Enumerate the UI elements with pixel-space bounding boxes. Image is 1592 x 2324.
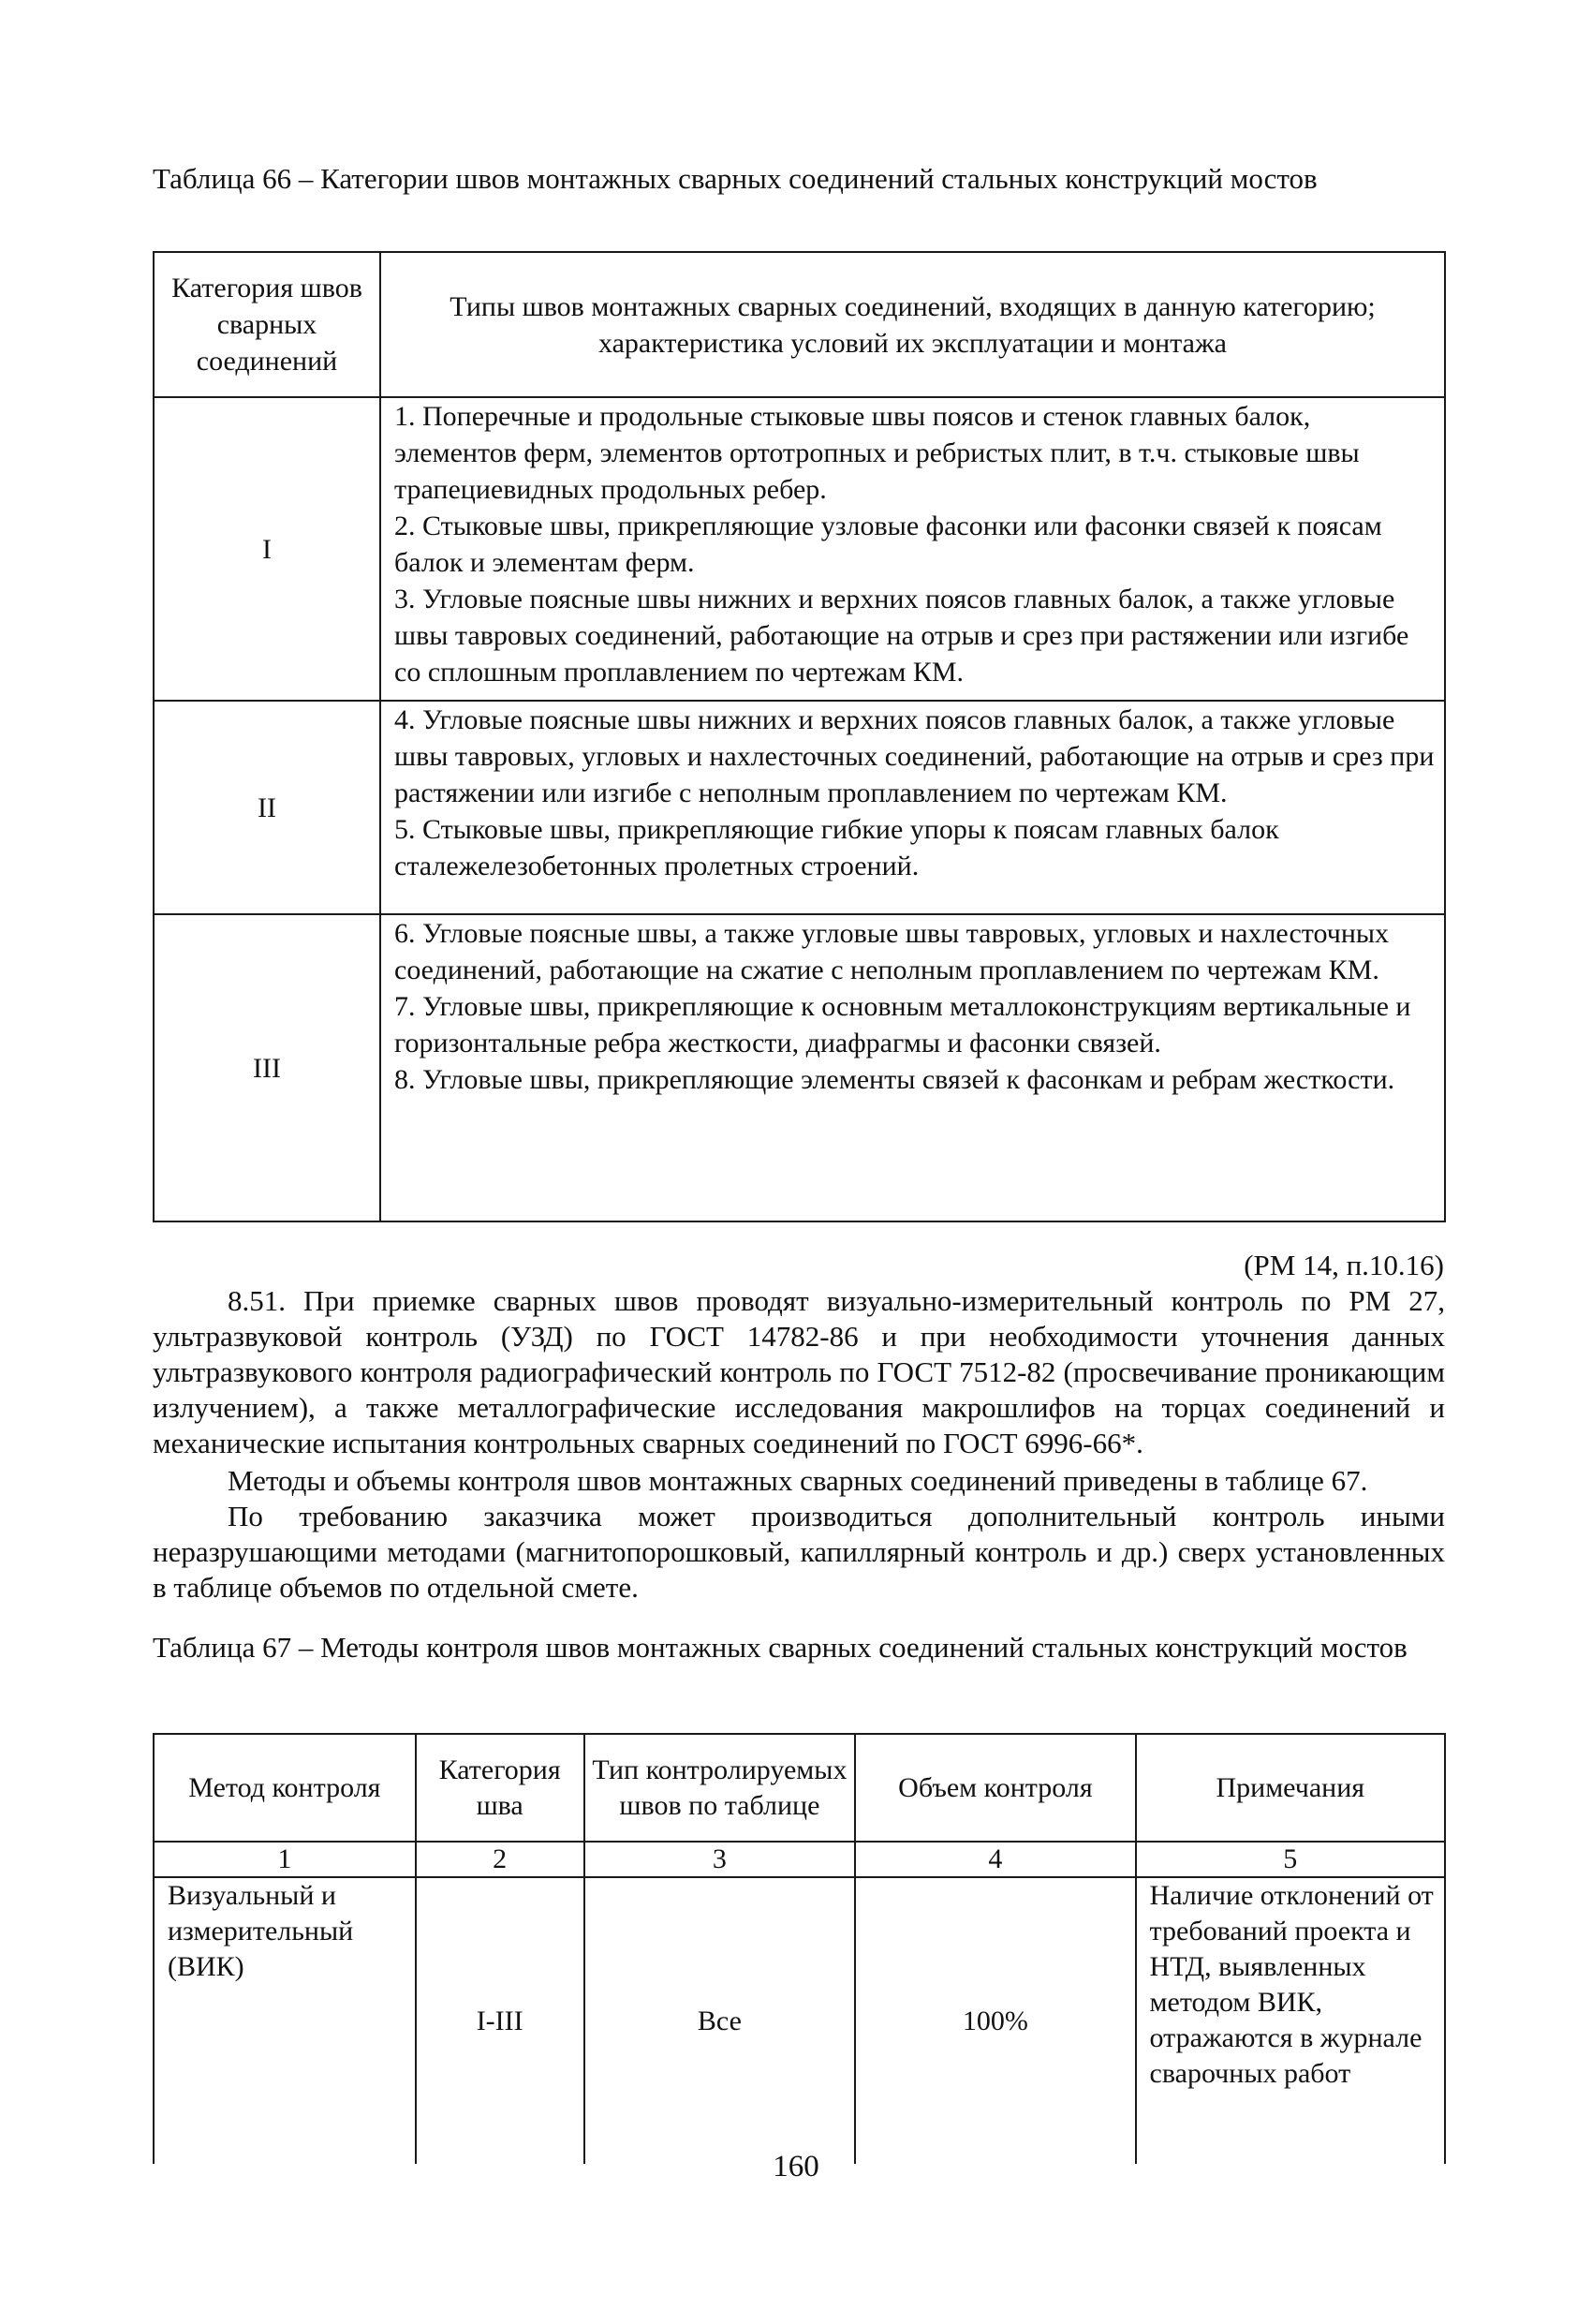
types-cell [380, 397, 1445, 701]
notes-cell: Наличие отклонений от требований проекта и НТД, выявленных методом ВИК, отражаются в журнале сварочных работ [1136, 1877, 1445, 2164]
weld-type-item: 3. Угловые поясные швы нижних и верхних поясов главных балок, а также угловые швы тавровых соединений, работающие на отрыв и срез при растяжении или изгибе со сплошным проплавлением по чертежам КМ. [394, 584, 1409, 688]
column-number: 5 [1136, 1842, 1445, 1877]
header-category: Категория шва [416, 1734, 584, 1842]
weld-type-item: 7. Угловые швы, прикрепляющие к основным металлоконструкциям вертикальные и горизонтальные ребра жесткости, диафрагмы и фасонки связей. [394, 991, 1411, 1058]
header-volume: Объем контроля [855, 1734, 1135, 1842]
header-types: Типы швов монтажных сварных соединений, входящих в данную категорию; характеристика условий их эксплуатации и монтажа [380, 252, 1445, 397]
column-number: 2 [416, 1842, 584, 1877]
paragraph-text: Методы и объемы контроля швов монтажных сварных соединений приведены в таблице 67. [228, 1464, 1368, 1497]
table-66-caption: Таблица 66 – Категории швов монтажных сварных соединений стальных конструкций мостов [153, 162, 1318, 195]
page-number: 160 [773, 2150, 819, 2183]
method-cell: Визуальный и измерительный (ВИК) [154, 1877, 416, 2164]
column-number: 4 [855, 1842, 1135, 1877]
table-row [154, 914, 1445, 1221]
paragraph-8-51 [153, 1283, 1445, 1461]
table-row [154, 701, 1445, 914]
weld-type-item: 8. Угловые швы, прикрепляющие элементы связей к фасонкам и ребрам жесткости. [394, 1064, 1395, 1095]
table-row [154, 1877, 1445, 2164]
weld-type-item: 6. Угловые поясные швы, а также угловые швы тавровых, угловых и нахлесточных соединений, работающие на сжатие с неполным проплавлением по чертежам КМ. [394, 918, 1390, 985]
header-category: Категория швов сварных соединений [154, 252, 380, 397]
table-66 [153, 251, 1446, 1222]
weld-type-cell: Все [584, 1877, 856, 2164]
types-cell [380, 701, 1445, 914]
weld-type-item: 1. Поперечные и продольные стыковые швы поясов и стенок главных балок, элементов ферм, элементов ортотропных и ребристых плит, в т.ч. стыковые швы трапециевидных продольных ребер. [394, 401, 1360, 505]
category-cell: I [154, 397, 380, 701]
header-method: Метод контроля [154, 1734, 416, 1842]
header-notes: Примечания [1136, 1734, 1445, 1842]
volume-cell: 100% [855, 1877, 1135, 2164]
header-weld-type: Тип контролируемых швов по таблице [584, 1734, 856, 1842]
column-number-row [154, 1842, 1445, 1877]
paragraph-text: 8.51. При приемке сварных швов проводят визуально-измерительный контроль по РМ 27, ультразвуковой контроль (УЗД) по ГОСТ 14782-86 и при необходимости уточнения данных ультразвукового контроля радиографический контроль по ГОСТ 7512-82 (просвечивание проникающим излучением), а также металлографические исследования макрошлифов на торцах соединений и механические испытания контрольных сварных соединений по ГОСТ 6996-66*. [153, 1284, 1445, 1459]
column-number: 1 [154, 1842, 416, 1877]
table-67-header-row [154, 1734, 1445, 1842]
types-cell [380, 914, 1445, 1221]
category-cell: II [154, 701, 380, 914]
weld-type-item: 4. Угловые поясные швы нижних и верхних поясов главных балок, а также угловые швы тавровых, угловых и нахлесточных соединений, работающие на отрыв и срез при растяжении или изгибе с неполным проплавлением по чертежам КМ. [394, 704, 1435, 808]
table-66-header-row [154, 252, 1445, 397]
category-cell: I-III [416, 1877, 584, 2164]
paragraph-text: По требованию заказчика может производиться дополнительный контроль иными неразрушающими методами (магнитопорошковый, капиллярный контроль и др.) сверх установленных в таблице объемов по отдельной смете. [153, 1500, 1445, 1604]
weld-type-item: 2. Стыковые швы, прикрепляющие узловые фасонки или фасонки связей к поясам балок и элементам ферм. [394, 511, 1382, 578]
paragraph-customer [153, 1499, 1445, 1606]
weld-type-item: 5. Стыковые швы, прикрепляющие гибкие упоры к поясам главных балок сталежелезобетонных пролетных строений. [394, 814, 1279, 881]
reference-note: (РМ 14, п.10.16) [1244, 1249, 1444, 1281]
table-67 [153, 1733, 1446, 2164]
table-67-caption: Таблица 67 – Методы контроля швов монтажных сварных соединений стальных конструкций мостов [153, 1631, 1408, 1664]
table-row [154, 397, 1445, 701]
paragraph-methods [153, 1463, 1445, 1499]
category-cell: III [154, 914, 380, 1221]
column-number: 3 [584, 1842, 856, 1877]
